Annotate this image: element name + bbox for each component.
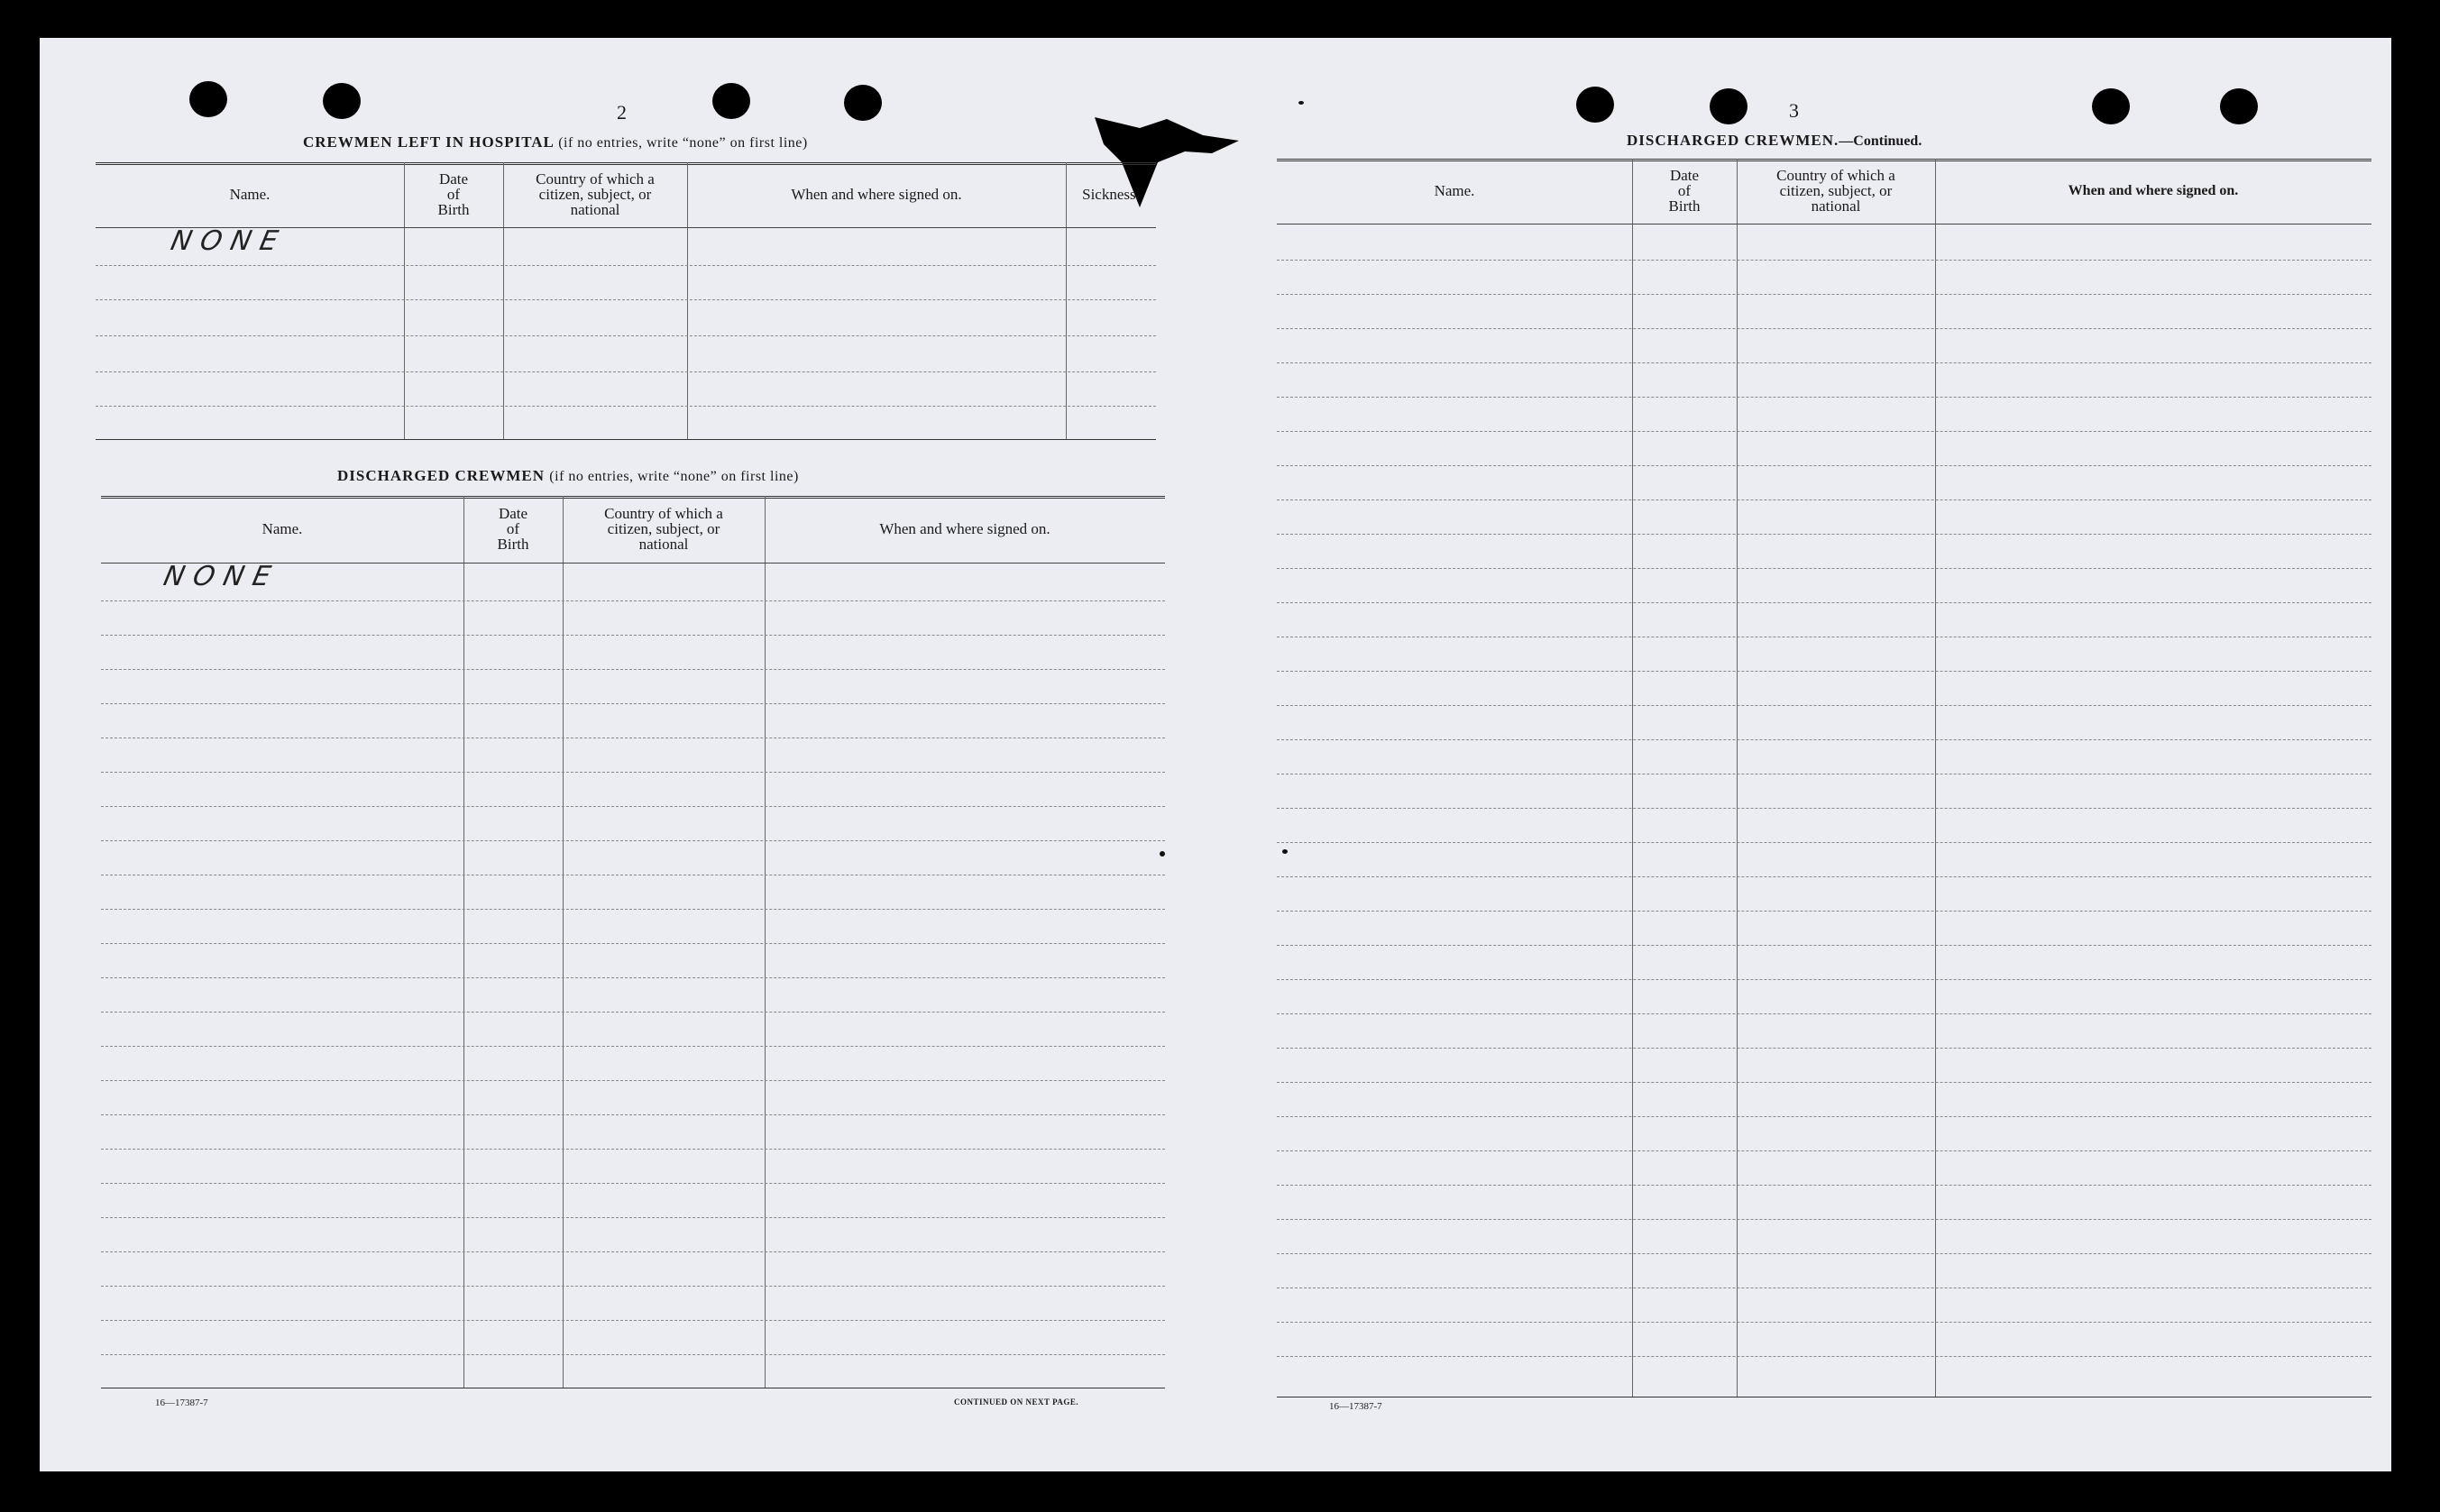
header-signed-on: When and where signed on. <box>879 519 1050 537</box>
header-name: Name. <box>1434 181 1475 199</box>
hospital-title-instruction: (if no entries, write “none” on first line) <box>558 135 808 151</box>
spine-speck <box>1298 101 1304 105</box>
discharged-table-title <box>337 467 799 485</box>
discharged-table-left <box>101 496 1165 1388</box>
page-number-right: 3 <box>1789 99 1799 122</box>
discharged-title-text: DISCHARGED CREWMEN <box>337 467 546 484</box>
punch-hole <box>323 83 361 119</box>
header-date-of-birth: Date of Birth <box>437 170 470 218</box>
punch-hole <box>2092 88 2130 124</box>
header-country: Country of which a citizen, subject, or national <box>536 170 655 218</box>
page-number-left: 2 <box>617 101 627 124</box>
form-number-right: 16—17387-7 <box>1329 1401 1382 1412</box>
punch-hole <box>2220 88 2258 124</box>
handwritten-entry: NONE <box>161 561 283 592</box>
header-signed-on: When and where signed on. <box>2068 182 2239 198</box>
punch-hole <box>1576 87 1614 123</box>
discharged-table-right <box>1277 159 2371 1397</box>
header-date-of-birth: Date of Birth <box>497 504 529 553</box>
discharged-title-instruction: (if no entries, write “none” on first line) <box>549 469 799 484</box>
header-name: Name. <box>261 519 303 537</box>
handwritten-entry: NONE <box>168 225 290 257</box>
form-sheet <box>40 38 2391 1471</box>
right-title-continued: —Continued. <box>1839 133 1922 149</box>
punch-hole <box>1710 88 1747 124</box>
header-name: Name. <box>229 185 271 203</box>
header-date-of-birth: Date of Birth <box>1668 166 1701 215</box>
punch-hole <box>189 81 227 117</box>
header-country: Country of which a citizen, subject, or national <box>604 504 723 553</box>
header-sickness: Sickness. <box>1082 185 1140 203</box>
right-title-text: DISCHARGED CREWMEN. <box>1627 132 1839 149</box>
hospital-title-text: CREWMEN LEFT IN HOSPITAL <box>303 133 554 151</box>
right-table-title <box>1627 132 1922 150</box>
punch-hole <box>844 85 882 121</box>
hospital-table-title <box>303 133 808 151</box>
continued-note: CONTINUED ON NEXT PAGE. <box>954 1397 1079 1407</box>
header-country: Country of which a citizen, subject, or national <box>1776 166 1895 215</box>
punch-hole <box>712 83 750 119</box>
hospital-table <box>96 162 1156 440</box>
header-signed-on: When and where signed on. <box>791 185 962 203</box>
form-number-left: 16—17387-7 <box>155 1397 208 1408</box>
